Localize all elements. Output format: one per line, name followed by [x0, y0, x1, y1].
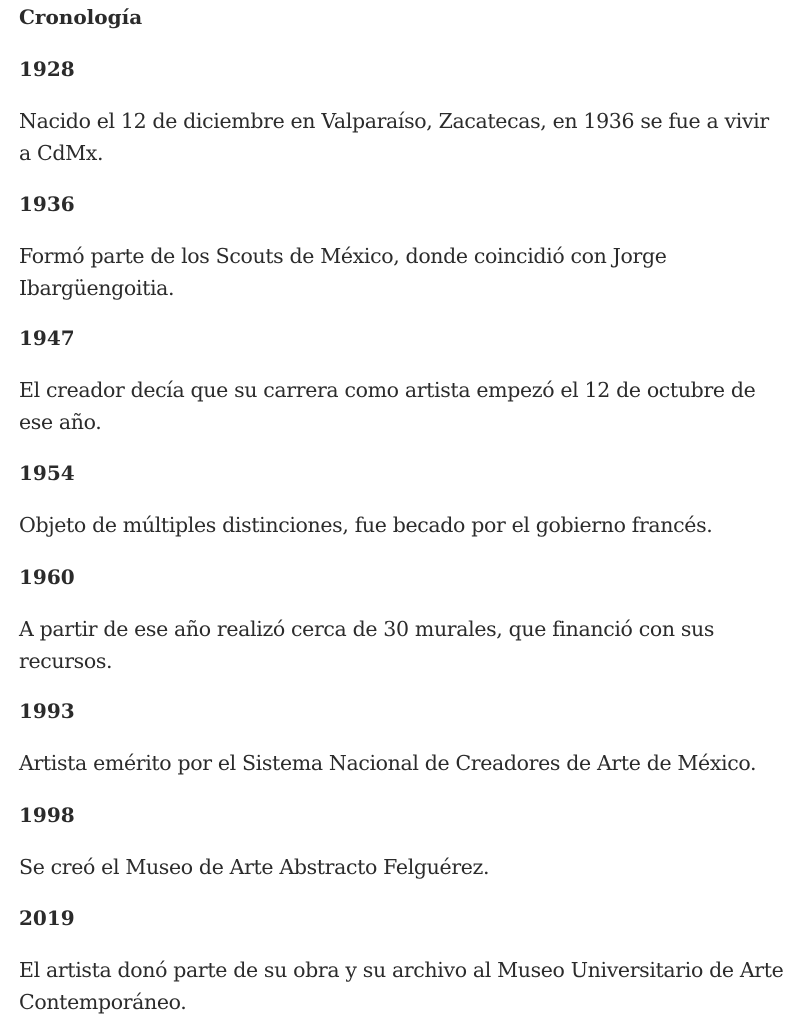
entry-year: 1993: [19, 699, 75, 723]
entry-year: 1936: [19, 192, 75, 216]
entry-text: Formó parte de los Scouts de México, donde coincidió con Jorge Ibargüengoitia.: [19, 244, 667, 300]
entry-text: El creador decía que su carrera como artista empezó el 12 de octubre de ese año.: [19, 378, 756, 434]
entry-year: 1998: [19, 803, 75, 827]
entry-year: 1947: [19, 326, 75, 350]
entry-text: Objeto de múltiples distinciones, fue becado por el gobierno francés.: [19, 513, 713, 537]
entry-text: Se creó el Museo de Arte Abstracto Felguérez.: [19, 855, 490, 879]
entry-text: A partir de ese año realizó cerca de 30 murales, que financió con sus recursos.: [19, 617, 715, 673]
entry-year: 1954: [19, 461, 75, 485]
entry-text: El artista donó parte de su obra y su archivo al Museo Universitario de Arte Contemporáneo.: [19, 958, 784, 1014]
entry-text: Nacido el 12 de diciembre en Valparaíso, Zacatecas, en 1936 se fue a vivir a CdMx.: [19, 109, 769, 165]
entry-year: 1928: [19, 57, 75, 81]
entry-year: 2019: [19, 906, 75, 930]
chronology-heading: Cronología: [19, 5, 143, 29]
entry-text: Artista emérito por el Sistema Nacional de Creadores de Arte de México.: [19, 751, 757, 775]
entry-year: 1960: [19, 565, 75, 589]
